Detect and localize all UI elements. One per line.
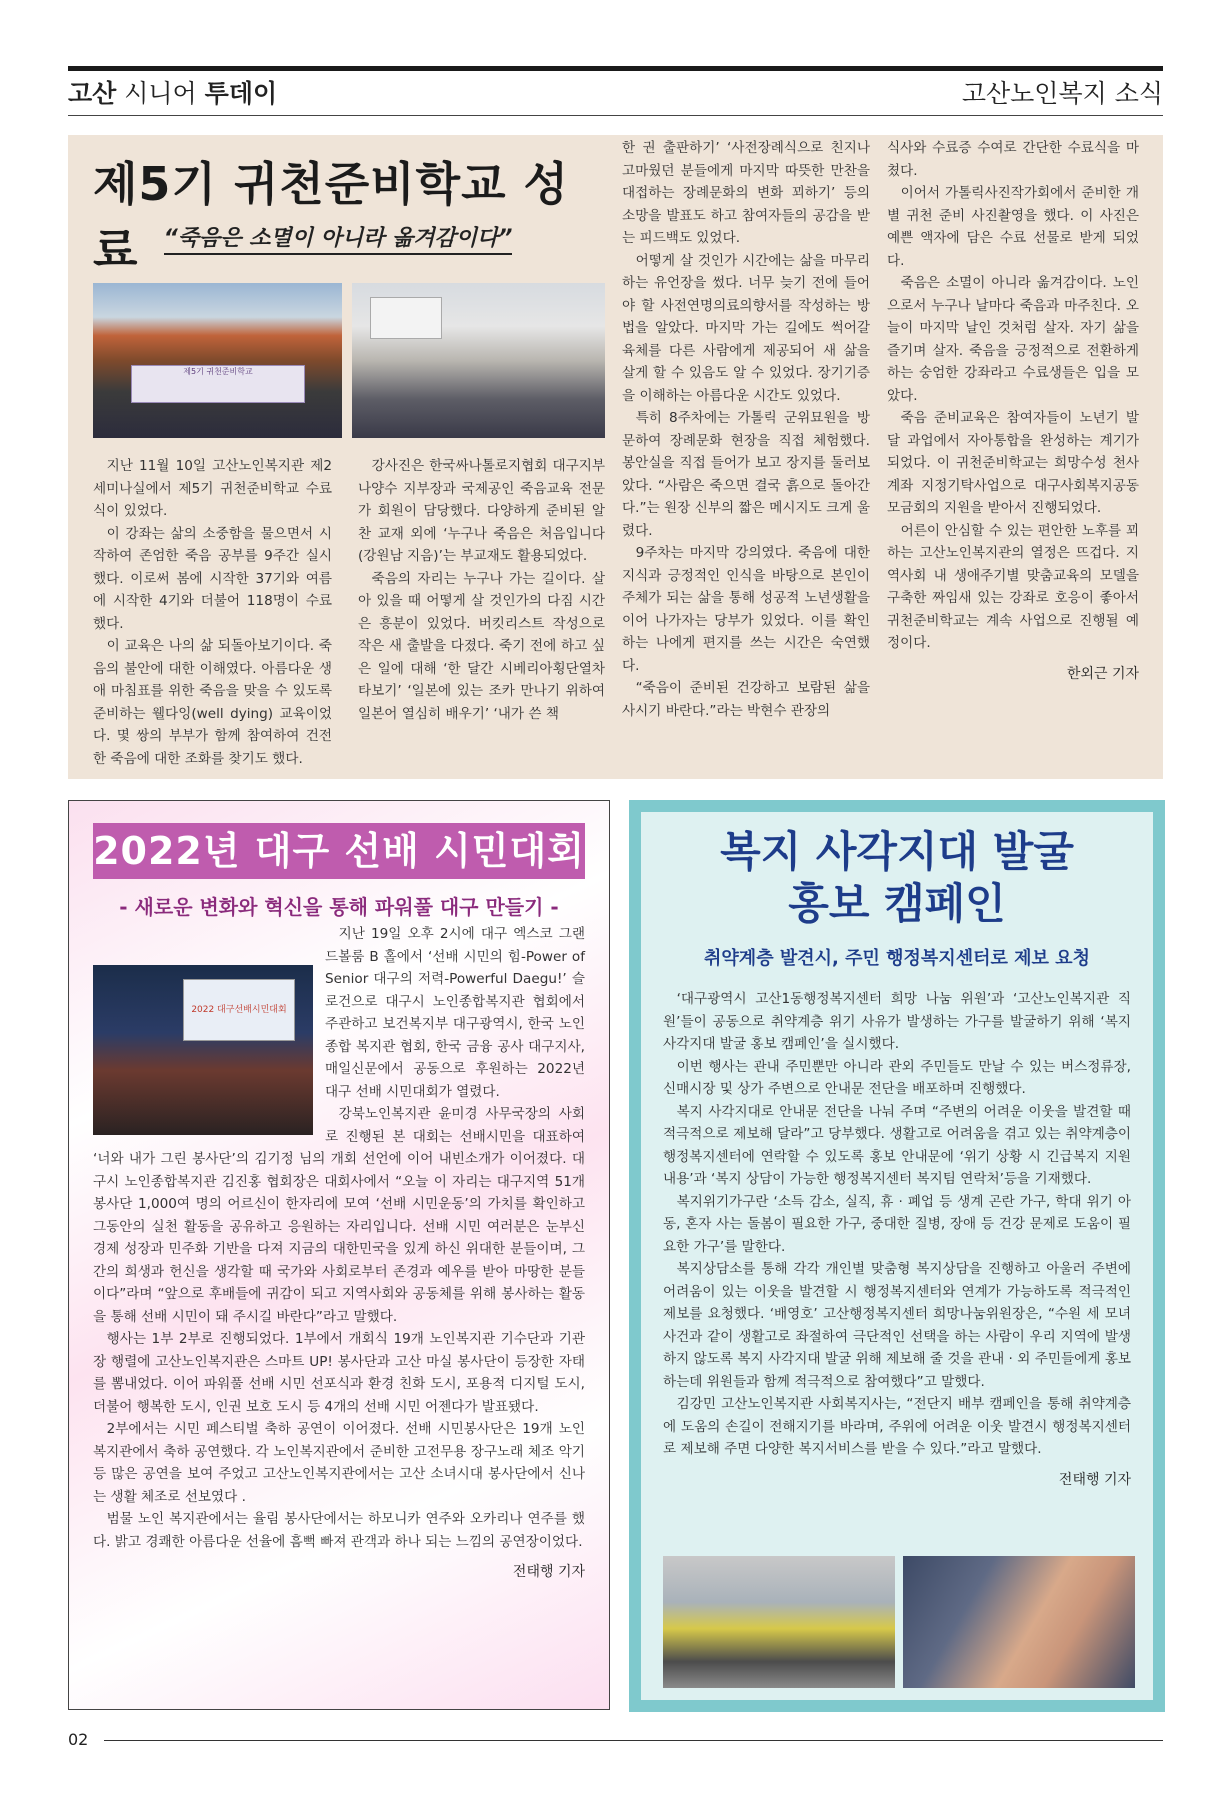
article-column-1: 지난 11월 10일 고산노인복지관 제2세미나실에서 제5기 귀천준비학교 수료식이 있었다. 이 강좌는 삶의 소중함을 물으면서 시작하여 존엄한 죽음 공부를 9주간 실시했다. 이로써 봄에 시작한 37기와 여름에 시작한 4기와 더불어 118명이 수료했다. 이 교육은 나의 삶 되돌아보기이다. 죽음의 불안에 대한 이해였다. 아름다운 생애 마침표를 위한 죽음을 맞을 수 있도록 준비하는 웰다잉(well dying) 교육이었다. 몇 쌍의 부부가 함께 참여하여 건전한 죽음에 대한 조화를 찾기도 했다. — [93, 458, 332, 767]
header-top-rule — [68, 66, 1163, 71]
volunteers-group-photo — [663, 1556, 895, 1688]
byline: 전태행 기자 — [1058, 1471, 1131, 1488]
holding-hands-photo — [903, 1556, 1135, 1688]
article-body: ‘대구광역시 고산1동행정복지센터 희망 나눔 위원’과 ‘고산노인복지관 직원’들이 공동으로 취약계층 위기 사유가 발생하는 가구를 발굴하기 위해 ‘복지 사각지대 발굴 홍보 캠페인’을 실시했다. 이번 행사는 관내 주민뿐만 아니라 관외 주민들도 만날 수 있는 버스정류장, 신매시장 및 상가 주변으로 안내문 전단을 배포하며 진행했다. 복지 사각지대로 안내문 전단을 나눠 주며 “주변의 어려운 이웃을 발견할 때 적극적으로 제보해 달라”고 당부했다. 생활고로 어려움을 겪고 있는 취약계층이 행정복지센터에 연락할 수 있도록 홍보 안내문에 ‘위기 상황 시 긴급복지 지원 내용’과 ‘복지 상담이 가능한 행정복지센터 복지팀 연락처’등을 기재했다. 복지위기가구란 ‘소득 감소, 실직, 휴 · 폐업 등 생계 곤란 가구, 학대 위기 아동, 혼자 사는 돌봄이 필요한 가구, 중대한 질병, 장애 등 건강 문제로 도움이 필요한 가구’를 말한다. 복지상담소를 통해 각각 개인별 맞춤형 복지상담을 진행하고 아울러 주변에 어려움이 있는 이웃을 발견할 시 행정복지센터와 연계가 가능하도록 적극적인 제보를 요청했다. ‘배영호’ 고산행정복지센터 희망나눔위원장은, “수원 세 모녀 사건과 같이 생활고로 좌절하여 극단적인 선택을 하는 사람이 우리 지역에 발생하지 않도록 복지 사각지대 발굴 위해 제보해 줄 것을 관내 · 외 주민들에게 홍보하는데 위원들과 함께 적극적으로 참여했다”고 말했다. 김강민 고산노인복지관 사회복지사는, “전단지 배부 캠페인을 통해 취약계층에 도움의 손길이 전해지기를 바라며, 주위에 어려운 이웃 발견시 행정복지센터로 제보해 주면 다양한 복지서비스를 받을 수 있다.”라고 말했다. 전태행 기자 — [663, 988, 1131, 1491]
article-title: 2022년 대구 선배 시민대회 — [93, 829, 585, 873]
projector-screen — [370, 297, 442, 339]
article-title-box — [93, 823, 585, 879]
article-column-2: 강사진은 한국싸나톨로지협회 대구지부 나양수 지부장과 국제공인 죽음교육 전문가 회원이 담당했다. 다양하게 준비된 알찬 교재 외에 ‘누구나 죽음은 처음입니다(강원남 지음)’는 부교재도 활용되었다. 죽음의 자리는 누구나 가는 길이다. 살아 있을 때 어떻게 살 것인가의 다짐 시간은 흥분이 있었다. 버킷리스트 작성으로 작은 새 출발을 다졌다. 죽기 전에 하고 싶은 일에 대해 ‘한 달간 시베리아횡단열차 타보기’ ‘일본에 있는 조카 만나기 위하여 일본어 열심히 배우기’ ‘내가 쓴 책 — [358, 458, 605, 722]
group-photo — [93, 283, 342, 438]
section-title: 고산노인복지 소식 — [961, 79, 1163, 108]
page-number: 02 — [68, 1730, 89, 1749]
article-subtitle: “죽음은 소멸이 아니라 옮겨감이다” — [93, 221, 583, 252]
lecture-photo — [352, 283, 605, 438]
photo-banner: 제5기 귀천준비학교 — [131, 365, 305, 403]
article-panel — [641, 812, 1153, 1700]
byline: 전태행 기자 — [512, 1564, 585, 1580]
byline: 한외근 기자 — [1066, 665, 1139, 682]
article-subtitle: - 새로운 변화와 혁신을 통해 파워풀 대구 만들기 - — [119, 895, 559, 919]
article-subtitle: 취약계층 발견시, 주민 행정복지센터로 제보 요청 — [704, 948, 1090, 969]
article-senior-citizen-rally — [68, 800, 610, 1710]
stage-screen: 2022 대구선배시민대회 — [183, 979, 295, 1041]
article-column-3: 한 권 출판하기’ ‘사전장례식으로 친지나 고마웠던 분들에게 마지막 따뜻한 만찬을 대접하는 장례문화의 변화 꾀하기’ 등의 소망을 발표도 하고 참여자들의 공감을 받는 피드백도 있었다. 어떻게 살 것인가 시간에는 삶을 마무리하는 유언장을 썼다. 너무 늦기 전에 들어야 할 사전연명의료의향서를 작성하는 방법을 알았다. 마지막 가는 길에도 썩어갈 육체를 다른 사람에게 제공되어 새 삶을 살게 할 수 있음도 알 수 있었다. 장기기증을 이해하는 아름다운 시간도 있었다. 특히 8주차에는 가톨릭 군위묘원을 방문하여 장례문화 현장을 직접 체험했다. 봉안실을 직접 들어가 보고 장지를 둘러보았다. “사람은 죽으면 결국 흙으로 돌아간다.”는 원장 신부의 짧은 메시지도 크게 울렸다. 9주차는 마지막 강의였다. 죽음에 대한 지식과 긍정적인 인식을 바탕으로 본인이 주체가 되는 삶을 통해 성공적 노년생활을 이어 나가자는 당부가 있었다. 이를 확인하는 나에게 편지를 쓰는 시간은 숙연했다. “죽음이 준비된 건강하고 보람된 삶을 사시기 바란다.”라는 박현수 관장의 — [622, 140, 870, 719]
article-graduation — [68, 135, 1163, 779]
event-stage-photo — [93, 965, 313, 1135]
article-title: 복지 사각지대 발굴 홍보 캠페인 — [720, 827, 1074, 928]
article-body: 2022 대구선배시민대회 지난 19일 오후 2시에 대구 엑스코 그랜드볼룸 B 홀에서 ‘선배 시민의 힘-Power of Senior 대구의 저력-Powerful Daegu!’ 슬로건으로 대구시 노인종합복지관 협회에서 주관하고 보건복지부 대구광역시, 한국 노인 종합 복지관 협회, 한국 금융 공사 대구지사, 매일신문에서 공동으로 후원하는 2022년 대구 선배 시민대회가 열렸다. 강북노인복지관 윤미경 사무국장의 사회로 진행된 본 대회는 선배시민을 대표하여 ‘너와 내가 그린 봉사단’의 김기정 님의 개회 선언에 이어 내빈소개가 이어졌다. 대구시 노인종합복지관 김진홍 협회장은 대회사에서 “오늘 이 자리는 대구지역 51개 봉사단 1,000여 명의 어르신이 한자리에 모여 ‘선배 시민운동’의 가치를 확인하고 그동안의 실천 활동을 공유하고 응원하는 자리입니다. 선배 시민 여러분은 눈부신 경제 성장과 민주화 기반을 다져 지금의 대한민국을 있게 하신 위대한 분들이며, 그간의 희생과 헌신을 생각할 때 국가와 사회로부터 존경과 예우를 받아 마땅한 분들이다”라며 “앞으로 후배들에 귀감이 되고 지역사회와 공동체를 위해 봉사하는 활동을 통해 선배 시민이 돼 주시길 바란다”라고 말했다. 행사는 1부 2부로 진행되었다. 1부에서 개회식 19개 노인복지관 기수단과 기관장 행렬에 고산노인복지관은 스마트 UP! 봉사단과 고산 마실 봉사단이 등장한 자태를 뽐내었다. 이어 파워풀 선배 시민 선포식과 환경 친화 도시, 포용적 디지털 도시, 더불어 행복한 도시, 인권 보호 도시 등 4개의 선배 시민 어젠다가 발표됐다. 2부에서는 시민 페스티벌 축하 공연이 이어졌다. 선배 시민봉사단은 19개 노인 복지관에서 축하 공연했다. 각 노인복지관에서 준비한 고전무용 장구노래 체조 악기 등 많은 공연을 보여 주었고 고산노인복지관에서는 고산 소녀시대 봉사단에서 신나는 생활 체조로 선보였다 . 범물 노인 복지관에서는 율림 봉사단에서는 하모니카 연주와 오카리나 연주를 했다. 밝고 경쾌한 아름다운 선율에 흠뻑 빠져 관객과 하나 되는 느낌의 공연장이었다. 전태행 기자 — [93, 923, 585, 1584]
publication-brand: 고산 시니어 투데이 — [68, 79, 278, 108]
article-title: 제5기 귀천준비학교 성료 — [93, 157, 569, 277]
article-column-4: 식사와 수료증 수여로 간단한 수료식을 마쳤다. 이어서 가톨릭사진작가회에서 준비한 개별 귀천 준비 사진촬영을 했다. 이 사진은 예쁜 액자에 담은 수료 선물로 받게 되었다. 죽음은 소멸이 아니라 옮겨감이다. 노인으로서 누구나 날마다 죽음과 마주친다. 오늘이 마지막 날인 것처럼 살자. 자기 삶을 즐기며 살자. 죽음을 긍정적으로 전환하게 하는 숭엄한 강좌라고 수료생들은 입을 모았다. 죽음 준비교육은 참여자들이 노년기 발달 과업에서 자아통합을 완성하는 계기가 되었다. 이 귀천준비학교는 희망수성 천사 계좌 지정기탁사업으로 대구사회복지공동모금회의 지원을 받아서 진행되었다. 어른이 안심할 수 있는 편안한 노후를 꾀하는 고산노인복지관의 열정은 뜨겁다. 지역사회 내 생애주기별 맞춤교육의 모델을 구축한 짜임새 있는 강좌로 호응이 좋아서 귀천준비학교는 계속 사업으로 진행될 예정이다. 한외근 기자 — [887, 137, 1139, 685]
footer-rule — [104, 1740, 1163, 1741]
header-bottom-rule — [68, 115, 1163, 116]
article-welfare-campaign — [629, 800, 1165, 1712]
